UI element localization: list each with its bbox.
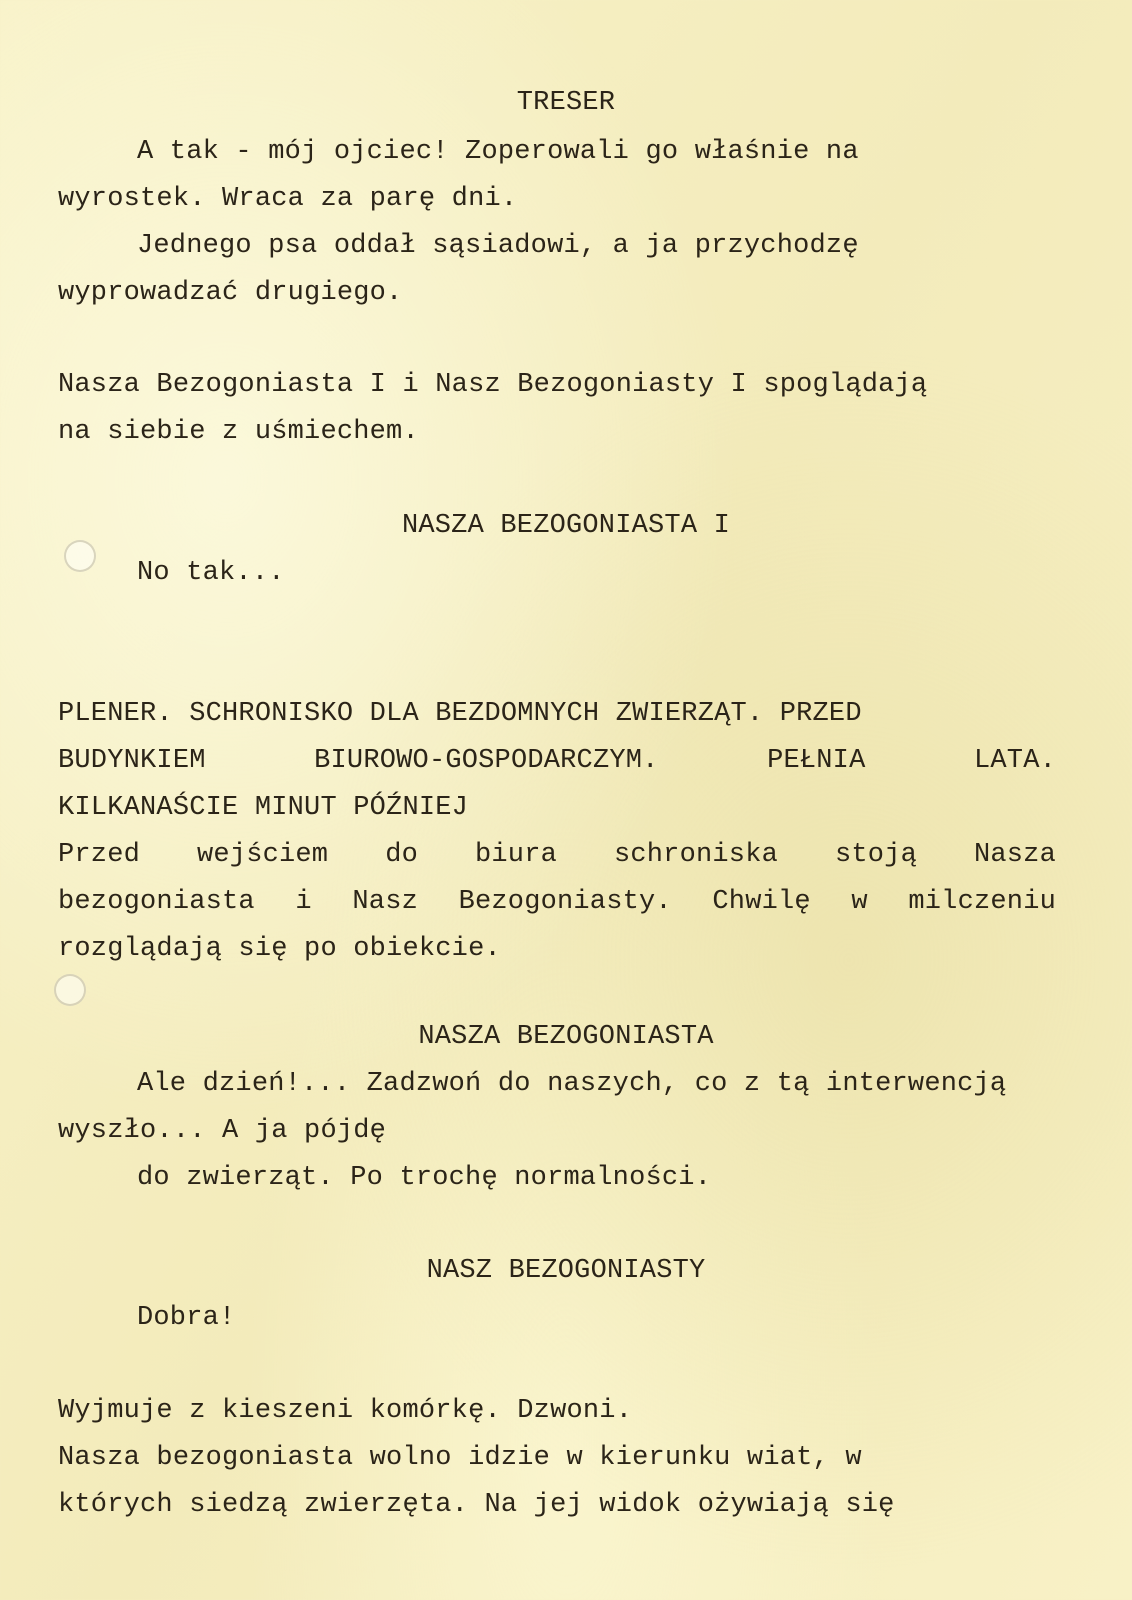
dialogue-line: Ale dzień!... Zadzwoń do naszych, co z tą interwencją xyxy=(137,1069,1007,1099)
action-line: rozglądają się po obiekcie. xyxy=(58,934,501,964)
action-line: Nasza Bezogoniasta I i Nasz Bezogoniasty I spoglądają xyxy=(58,370,928,400)
action-line: Przed wejściem do biura schroniska stoją Nasza xyxy=(58,840,1056,870)
action-line: których siedzą zwierzęta. Na jej widok ożywiają się xyxy=(58,1490,895,1520)
punch-hole xyxy=(64,540,96,572)
action-line: Nasza bezogoniasta wolno idzie w kierunku wiat, w xyxy=(58,1443,862,1473)
dialogue-line: wyszło... A ja pójdę xyxy=(58,1116,387,1146)
speaker-nasza-bezogoniasta: NASZA BEZOGONIASTA xyxy=(418,1022,714,1052)
scene-heading: PLENER. SCHRONISKO DLA BEZDOMNYCH ZWIERZĄT. PRZED xyxy=(58,699,862,729)
speaker-nasz-bezogoniasty: NASZ BEZOGONIASTY xyxy=(426,1256,706,1286)
dialogue-line: A tak - mój ojciec! Zoperowali go właśnie na xyxy=(137,137,859,167)
dialogue-line: Jednego psa oddał sąsiadowi, a ja przychodzę xyxy=(137,231,859,261)
speaker-treser: TRESER xyxy=(516,88,616,118)
dialogue-line: Dobra! xyxy=(137,1303,236,1333)
action-line: na siebie z uśmiechem. xyxy=(58,417,419,447)
dialogue-line: No tak... xyxy=(137,558,285,588)
dialogue-line: wyrostek. Wraca za parę dni. xyxy=(58,184,518,214)
action-line: bezogoniasta i Nasz Bezogoniasty. Chwilę w milczeniu xyxy=(58,887,1056,917)
dialogue-line: do zwierząt. Po trochę normalności. xyxy=(137,1163,712,1193)
scene-heading: KILKANAŚCIE MINUT PÓŹNIEJ xyxy=(58,793,469,823)
punch-hole xyxy=(54,974,86,1006)
dialogue-line: wyprowadzać drugiego. xyxy=(58,278,403,308)
speaker-nasza-bezogoniasta-i: NASZA BEZOGONIASTA I xyxy=(401,511,731,541)
action-line: Wyjmuje z kieszeni komórkę. Dzwoni. xyxy=(58,1396,633,1426)
scene-heading: BUDYNKIEM BIUROWO-GOSPODARCZYM. PEŁNIA LATA. xyxy=(58,746,1056,776)
